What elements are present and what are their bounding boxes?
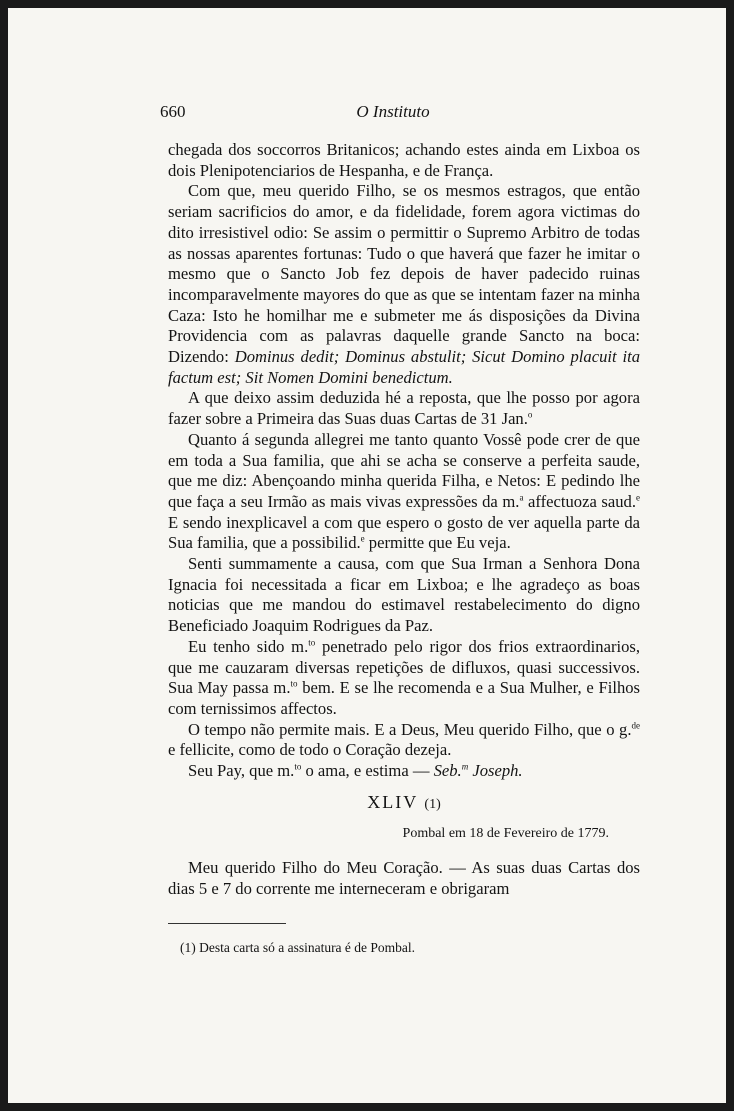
paragraph-2: Com que, meu querido Filho, se os mesmos estragos, que então seriam sacrificios do amor, e da fidelidade, forem agora victimas do dito irresistivel odio: Se assim o permittir o Supremo Arbitro de todas as nossas aparentes fortunas: Tudo o que haverá que fazer he imitar o mesmo que o Sancto Job fez depois de haver padecido ruinas incomparavelmente mayores do que as que se intentam fazer na minha Caza: Isto he homilhar me e submeter me ás disposições da Divina Providencia com as palavras daquelle grande Sancto na boca: Dizendo: Dominus dedit; Dominus abstulit; Sicut Domino placuit ita factum est; Sit Nomen Domini benedictum.	[168, 181, 640, 387]
paragraph-3: A que deixo assim deduzida hé a reposta, que lhe posso por agora fazer sobre a Primeira das Suas duas Cartas de 31 Jan.$^o$	[168, 388, 640, 429]
letter-text	[168, 140, 640, 782]
footnote: (1) Desta carta só a assinatura é de Pombal.	[180, 940, 416, 955]
paragraph-1: chegada dos soccorros Britanicos; achando estes ainda em Lixboa os dois Plenipotenciarios de Hespanha, e de França.	[168, 140, 640, 180]
page-number: 660	[160, 102, 186, 121]
letter-number-heading: XLIV (1)	[367, 792, 441, 812]
paragraph-5: Senti summamente a causa, com que Sua Irman a Senhora Dona Ignacia foi necessitada a ficar em Lixboa; e lhe agradeço as boas noticias que me mandou do estimavel restabelecimento do digno Beneficiado Joaquim Rodrigues da Paz.	[168, 554, 640, 636]
next-letter-text	[168, 858, 640, 899]
latin-quote: Dominus dedit; Dominus abstulit; Sicut Domino placuit ita factum est; Sit Nomen Domini benedictum.	[168, 347, 640, 387]
paragraph-6: Eu tenho sido m.$^{to}$ penetrado pelo rigor dos frios extraordinarios, que me cauzaram diversas repetições de difluxos, quasi successivos. Sua May passa m.$^{to}$ bem. E se lhe recomenda e a Sua Mulher, e Filhos com ternissimos affectos.	[168, 636, 640, 718]
heading-footnote-ref: (1)	[424, 797, 441, 812]
signature: Seb.$^m$ Joseph.	[433, 761, 523, 781]
footnote-rule	[168, 923, 286, 924]
letter-opening: Meu querido Filho do Meu Coração. — As suas duas Cartas dos dias 5 e 7 do corrente me interneceram e obrigaram	[168, 858, 640, 898]
letter-dateline: Pombal em 18 de Fevereiro de 1779.	[402, 826, 609, 841]
paragraph-4: Quanto á segunda allegrei me tanto quanto Vossê pode crer de que em toda a Sua familia, que ahi se acha se conserve a perfeita saude, que me diz: Abençoando minha querida Filha, e Netos: E pedindo lhe que faça a seu Irmão as mais vivas expressões da m.$^a$ affectuoza saud.$^e$ E sendo inexplicavel a com que espero o gosto de ver aquella parte da Sua familia, que a possibilid.$^e$ permitte que Eu veja.	[168, 429, 640, 553]
running-title: O Instituto	[356, 102, 430, 121]
page-header	[160, 102, 626, 126]
book-page	[8, 8, 726, 1103]
paragraph-7: O tempo não permite mais. E a Deus, Meu querido Filho, que o g.$^{de}$ e fellicite, como de todo o Coração dezeja.	[168, 719, 640, 760]
signature-line: Seu Pay, que m.$^{to}$ o ama, e estima — Seb.$^m$ Joseph.	[188, 761, 523, 781]
